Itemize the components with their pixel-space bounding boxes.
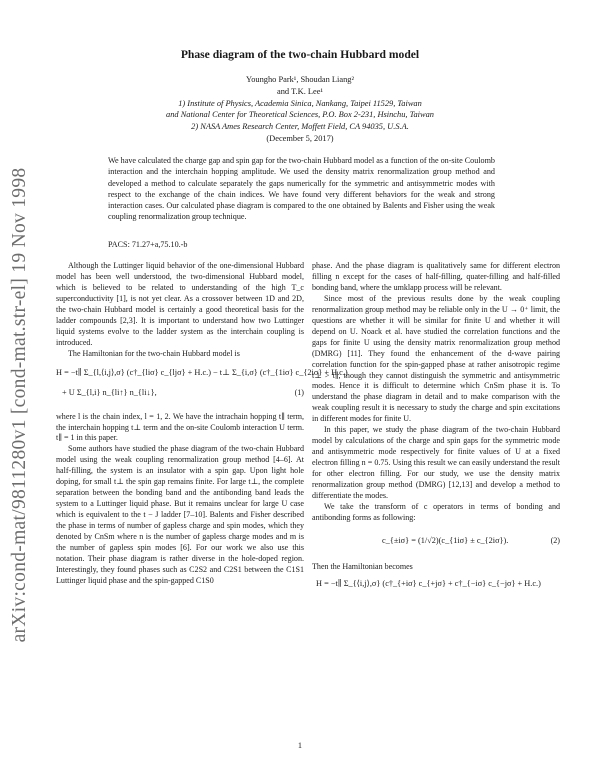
equation-1-number: (1)	[294, 387, 304, 397]
pacs-codes: PACS: 71.27+a,75.10.-b	[108, 240, 188, 249]
paragraph: Then the Hamiltonian becomes	[312, 561, 413, 571]
equation-3: H = −t∥ Σ_{⟨i,j⟩,σ} (c†_{+iσ} c_{+jσ} + c†_{−iσ} c_{−jσ} + H.c.)	[316, 578, 541, 588]
equation-1	[56, 366, 348, 406]
paragraph: We take the transform of c operators in terms of bonding and antibonding forms as following:	[312, 501, 560, 522]
equation-1-line-2: + U Σ_{l,i} n_{li↑} n_{li↓},	[62, 387, 157, 397]
author-block	[0, 74, 600, 145]
paragraph: phase. And the phase diagram is qualitatively same for different electron filling n except for the cases of half-filling, quater-filling and half-filled bonding band, where the umklapp process will be relevant.	[312, 261, 560, 292]
arxiv-identifier: arXiv:cond-mat/9811280v1 [cond-mat.str-el] 19 Nov 1998	[9, 167, 30, 643]
arxiv-sidebar-stamp	[4, 155, 36, 655]
authors-line-1: Youngho Park¹, Shoudan Liang²	[246, 75, 354, 84]
paper-title: Phase diagram of the two-chain Hubbard model	[180, 48, 420, 61]
left-column	[56, 261, 348, 587]
abstract: We have calculated the charge gap and spin gap for the two-chain Hubbard model as a function of the on-site Coulomb interaction and the interchain hopping amplitude. We used the density matrix renormalization group method and developed a method to calculate separately the gaps numerically for the symmetric and antisymmetric modes with respect to the exchange of the chain indices. We have found very different behaviors for the weak and strong interaction cases. Our calculated phase diagram is compared to the one obtained by Balents and Fisher using the weak coupling renormalization group technique.	[108, 156, 495, 222]
page-number: 1	[297, 741, 303, 750]
paragraph: Some authors have studied the phase diagram of the two-chain Hubbard model using the weak coupling renormalization group method [4–6]. At half-filling, the system is an insulator with a spin gap. Upon light hole doping, for small t⊥ the spin gap remains finite. For large t⊥, the complete separation between the bonding band and the antibonding band leads the system to a Luttinger liquid phase. But it remains unclear for large U case which is equivalent to the t − J ladder [7–10]. Balents and Fisher described the phase in terms of number of gapless charge and spin modes, which they denoted by CnSm where n is the number of gapless charge modes and m is the number of gapless spin modes [6]. For our work we also use this notation. Their phase diagram is rather diverse in the hole-doped region. Interestingly, they found phases such as C2S2 and C2S1 between the C1S1 Luttinger liquid phase and the spin-gapped C1S0	[56, 444, 304, 585]
affiliation-1b: and National Center for Theoretical Sciences, P.O. Box 2-231, Hsinchu, Taiwan	[166, 110, 434, 120]
right-column	[312, 261, 560, 590]
affiliation-2: 2) NASA Ames Research Center, Moffett Field, CA 94035, U.S.A.	[191, 122, 409, 132]
equation-1-line-1: H = −t∥ Σ_{l,⟨i,j⟩,σ} (c†_{liσ} c_{ljσ} + H.c.) − t⊥ Σ_{i,σ} (c†_{1iσ} c_{2iσ} + H.c.)	[56, 367, 348, 377]
paragraph: where l is the chain index, l = 1, 2. We have the intrachain hopping t∥ term, the interchain hopping t⊥ term and the on-site Coulomb interaction U term. t∥ = 1 in this paper.	[56, 411, 304, 443]
equation-2-number: (2)	[550, 535, 560, 545]
paragraph: The Hamiltonian for the two-chain Hubbard model is	[68, 348, 240, 358]
equation-2	[312, 528, 560, 558]
equation-2-body: c_{±iσ} = (1/√2)(c_{1iσ} ± c_{2iσ}).	[382, 535, 509, 545]
affiliation-1: 1) Institute of Physics, Academia Sinica, Nankang, Taipei 11529, Taiwan	[178, 98, 422, 108]
paragraph: Since most of the previous results done by the weak coupling renormalization group method may be reliable only in the U → 0⁺ limit, the questions are whether it will be similar for finite U and whether it will depend on U. Noack et al. have studied the correlation functions and the gaps for finite U using the density matrix renormalization group method (DMRG) [11]. They found the enhancement of the d-wave pairing correlation function for the spin-gapped phase at rather anisotropic regime t⊥ > t∥, though they cannot distinguish the symmetric and antisymmetric modes. Hence it is difficult to determine which CnSm phase it is. To understand the phase diagram in detail and to make comparison with the weak coupling result it is necessary to study the charge and spin excitations in different modes for finite U.	[312, 293, 560, 424]
paragraph: Although the Luttinger liquid behavior of the one-dimensional Hubbard model has been well understood, the two-dimensional Hubbard model, which is believed to be related to understanding of the high T_c superconductivity [1], is not yet clear. As a crossover between 1D and 2D, the two-chain Hubbard model is certainly a good theoretical basis for the ladder compounds [2,3]. It is important to understand how two Luttinger liquid systems evolve to the ladder system as the interchain coupling is introduced.	[56, 261, 304, 347]
paragraph: In this paper, we study the phase diagram of the two-chain Hubbard model by calculations of the charge and spin gaps for the symmetric mode and antisymmetric mode respectively for finite values of U at a fixed electron filling n = 0.75. Using this result we can easily understand the result for other electron filling. For our study, we use the density matrix renormalization group method (DMRG) [12,13] and develop a method to differentiate the modes.	[312, 425, 560, 501]
date: (December 5, 2017)	[266, 133, 334, 143]
authors-line-2: and T.K. Lee¹	[277, 86, 323, 96]
